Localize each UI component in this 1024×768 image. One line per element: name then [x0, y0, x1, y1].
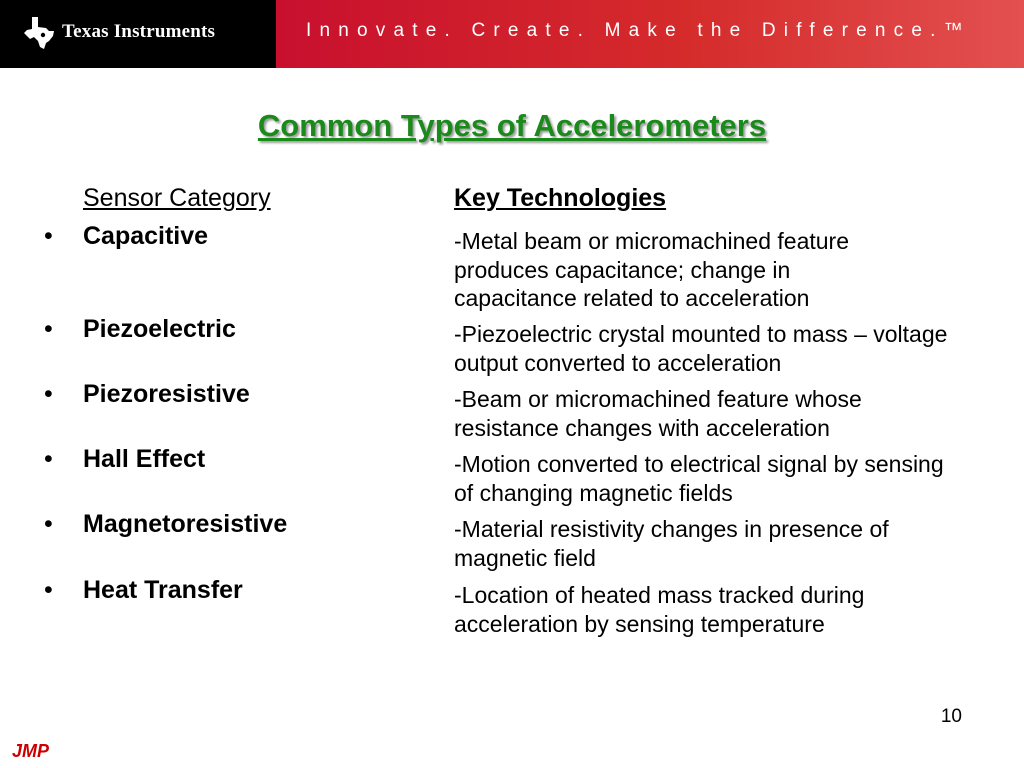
tech-description: -Metal beam or micromachined feature produces capacitance; change in capacitance related to acceleration [454, 228, 849, 311]
company-name: Texas Instruments [62, 21, 216, 42]
tech-description: -Piezoelectric crystal mounted to mass – voltage output converted to acceleration [454, 321, 948, 376]
tech-description: -Material resistivity changes in presence of magnetic field [454, 516, 889, 571]
sensor-name: Heat Transfer [83, 576, 243, 604]
tagline-banner [276, 0, 1024, 68]
bullet: • [44, 445, 53, 473]
tagline-text: Innovate. Create. Make the Difference.™ [306, 20, 971, 41]
tech-description: -Motion converted to electrical signal by sensing of changing magnetic fields [454, 451, 944, 506]
column-header-category: Sensor Category [83, 184, 271, 212]
sensor-name: Magnetoresistive [83, 510, 288, 538]
bullet: • [44, 576, 53, 604]
bullet: • [44, 380, 53, 408]
sensor-name: Capacitive [83, 222, 209, 250]
column-header-tech: Key Technologies [454, 184, 667, 212]
sensor-name: Piezoresistive [83, 380, 250, 408]
bullet: • [44, 510, 53, 538]
footer-initials: JMP [12, 741, 50, 761]
tech-description: -Beam or micromachined feature whose resistance changes with acceleration [454, 386, 862, 441]
texas-state-icon [24, 17, 54, 49]
ti-logo [0, 0, 276, 68]
sensor-name: Piezoelectric [83, 315, 236, 343]
sensor-name: Hall Effect [83, 445, 206, 473]
page-number: 10 [940, 706, 962, 727]
bullet: • [44, 222, 53, 250]
tech-description: -Location of heated mass tracked during acceleration by sensing temperature [454, 582, 865, 637]
slide-title: Common Types of Accelerometers [257, 108, 767, 143]
slide-header [0, 0, 1024, 68]
bullet: • [44, 315, 53, 343]
